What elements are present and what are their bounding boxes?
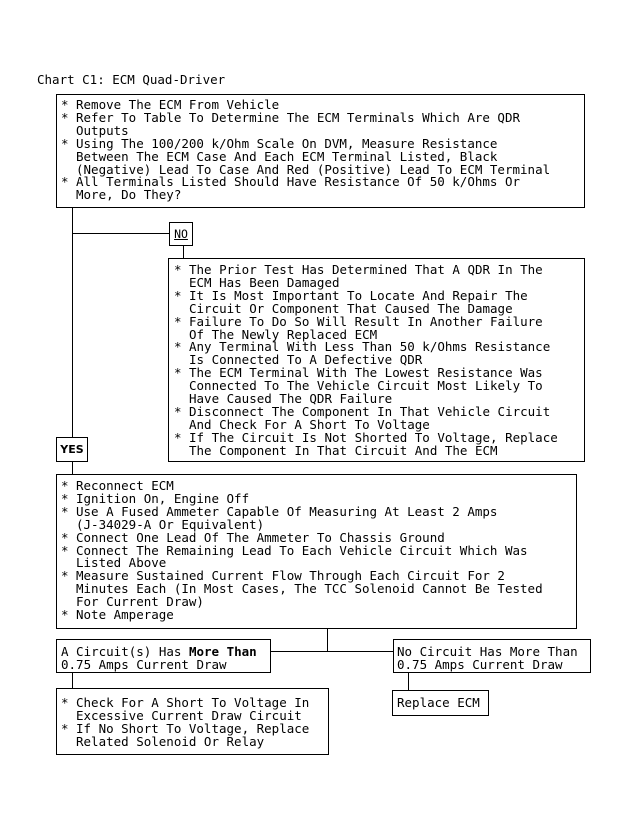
list-item: * Check For A Short To Voltage In Excessive Current Draw Circuit: [59, 697, 328, 723]
connector-to-no: [72, 233, 169, 234]
list-item: * All Terminals Listed Should Have Resistance Of 50 k/Ohms Or More, Do They?: [59, 176, 584, 202]
yes-label: [56, 437, 88, 462]
list-item: * Connect One Lead Of The Ammeter To Chassis Ground: [59, 532, 576, 545]
list-item: * Using The 100/200 k/Ohm Scale On DVM, Measure Resistance Between The ECM Case And Each ECM Terminal Listed, Black (Negative) Lead To Case And Red (Positive) Lead To ECM Terminal: [59, 138, 584, 177]
more-than-prefix: A Circuit(s) Has: [61, 644, 189, 659]
replace-ecm-text: Replace ECM: [397, 695, 480, 710]
no-branch-list: [172, 264, 584, 458]
list-item: * The Prior Test Has Determined That A QDR In The ECM Has Been Damaged: [172, 264, 584, 290]
more-than-bold: More Than: [188, 644, 257, 659]
list-item: * Measure Sustained Current Flow Through Each Circuit For 2 Minutes Each (In Most Cases, The TCC Solenoid Cannot Be Tested For Current Draw): [59, 570, 576, 609]
initial-check-list: [59, 99, 584, 202]
no-branch-box: [168, 258, 585, 462]
list-item: * Any Terminal With Less Than 50 k/Ohms Resistance Is Connected To A Defective QDR: [172, 341, 584, 367]
yes-label-text: YES: [60, 443, 84, 456]
list-item: * Note Amperage: [59, 609, 576, 622]
list-item: * If The Circuit Is Not Shorted To Voltage, Replace The Component In That Circuit And The ECM: [172, 432, 584, 458]
list-item: * Connect The Remaining Lead To Each Vehicle Circuit Which Was Listed Above: [59, 545, 576, 571]
no-circuit-line-2: 0.75 Amps Current Draw: [397, 657, 563, 672]
list-item: * Remove The ECM From Vehicle: [59, 99, 584, 112]
initial-check-box: [56, 94, 585, 208]
current-draw-test-box: [56, 474, 577, 629]
no-label: [169, 222, 193, 246]
list-item: * Failure To Do So Will Result In Another Failure Of The Newly Replaced ECM: [172, 316, 584, 342]
list-item: * Ignition On, Engine Off: [59, 493, 576, 506]
connector-left-down: [72, 672, 73, 689]
current-draw-test-list: [59, 480, 576, 622]
connector-right-down: [408, 672, 409, 690]
list-item: * The ECM Terminal With The Lowest Resistance Was Connected To The Vehicle Circuit Most Likely To Have Caused The QDR Failure: [172, 367, 584, 406]
more-than-result-box: [56, 639, 271, 673]
short-check-box: [56, 688, 329, 755]
chart-title: Chart C1: ECM Quad-Driver: [37, 72, 226, 87]
short-check-list: [59, 697, 328, 749]
list-item: * It Is Most Important To Locate And Repair The Circuit Or Component That Caused The Damage: [172, 290, 584, 316]
list-item: * If No Short To Voltage, Replace Related Solenoid Or Relay: [59, 723, 328, 749]
connector-branch-horizontal: [271, 651, 394, 652]
list-item: * Disconnect The Component In That Vehicle Circuit And Check For A Short To Voltage: [172, 406, 584, 432]
list-item: * Use A Fused Ammeter Capable Of Measuring At Least 2 Amps (J-34029-A Or Equivalent): [59, 506, 576, 532]
no-circuit-result-box: [393, 639, 591, 673]
list-item: * Refer To Table To Determine The ECM Terminals Which Are QDR Outputs: [59, 112, 584, 138]
more-than-line-2: 0.75 Amps Current Draw: [61, 657, 227, 672]
no-label-text: NO: [174, 227, 188, 241]
connector-main-vertical: [72, 207, 73, 438]
list-item: * Reconnect ECM: [59, 480, 576, 493]
no-circuit-line-1: No Circuit Has More Than: [397, 644, 578, 659]
connector-no-down: [183, 245, 184, 259]
connector-steps-down: [327, 628, 328, 651]
connector-yes-down: [72, 461, 73, 475]
replace-ecm-box: [392, 690, 489, 716]
